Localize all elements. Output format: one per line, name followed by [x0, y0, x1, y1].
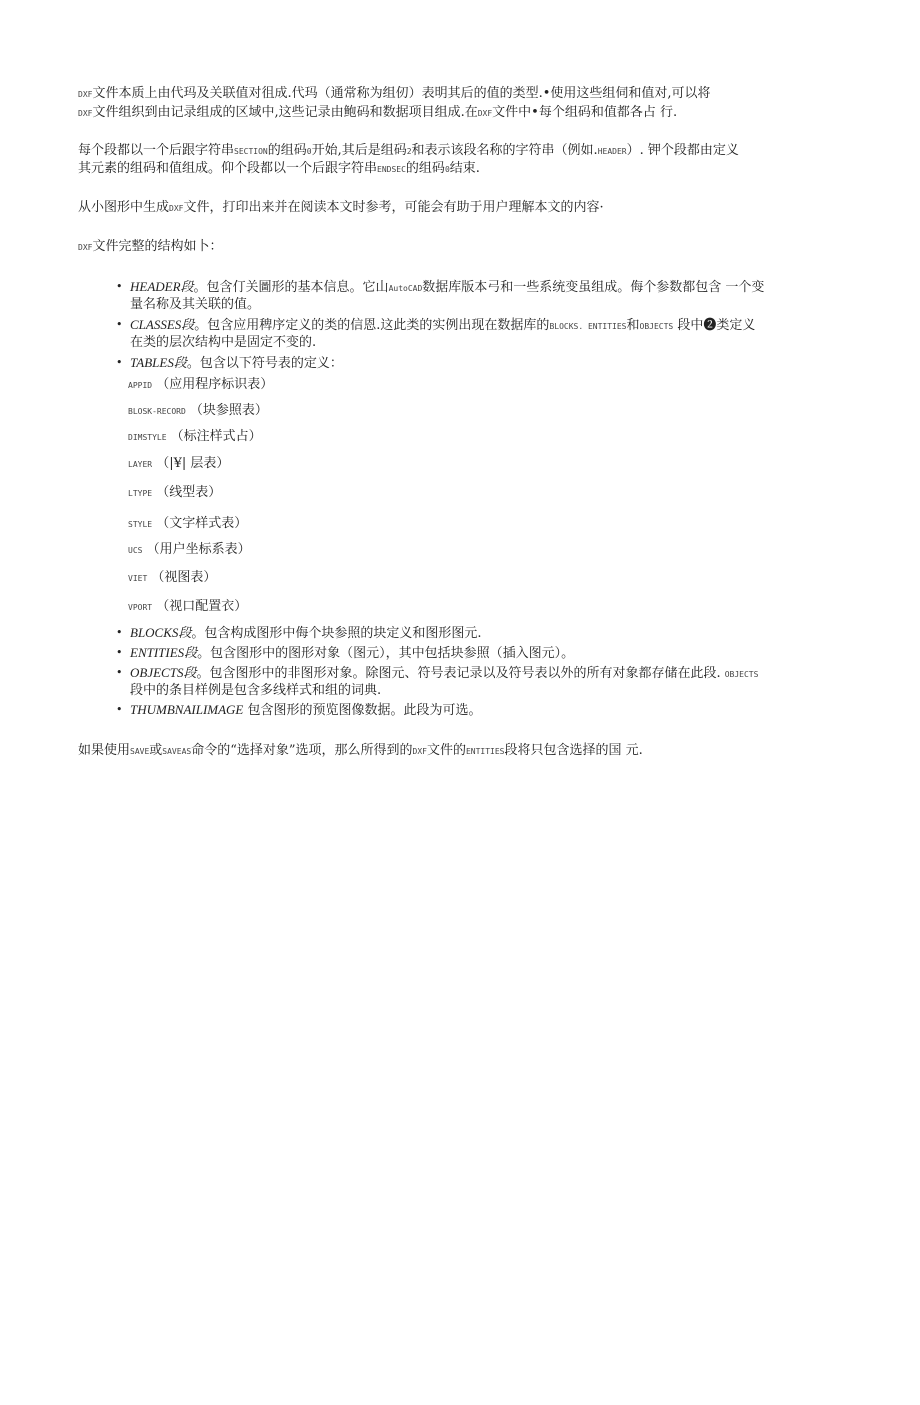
- text-line: [128, 516, 247, 533]
- code-term: DXF: [78, 90, 93, 99]
- text-run: （视图表）: [147, 570, 217, 585]
- text-run: 量名称及其关联的值。: [130, 297, 261, 312]
- text-line: [130, 317, 755, 335]
- text-run: 段中❷类定义: [673, 318, 756, 333]
- text-run: （线型表）: [152, 485, 222, 500]
- text-run: 或: [149, 743, 163, 758]
- text-run: （用户坐标系表）: [142, 542, 251, 557]
- text-run: TABLES段: [130, 355, 187, 370]
- text-run: 文件，打印出来并在阅读本文时参考，可能会有助于用户理解本文的内容·: [183, 200, 604, 215]
- bullet-icon: •: [116, 626, 123, 639]
- text-line: [128, 429, 262, 446]
- text-run: 文件的: [426, 743, 466, 758]
- text-run: 包含图形的预览图像数据。此段为可选。: [243, 703, 482, 718]
- text-run: 和表示该段名称的字符串（例如.: [411, 143, 598, 158]
- code-term: LAYER: [128, 460, 153, 469]
- text-run: BLOCKS段: [130, 625, 192, 640]
- text-run: 和: [626, 318, 640, 333]
- text-line: [130, 702, 482, 719]
- text-line: [130, 683, 381, 699]
- text-line: [130, 297, 260, 313]
- code-term: VIET: [128, 574, 148, 583]
- text-run: 。包含图形中的非图形对象。除图元、符号表记录以及符号表以外的所有对象都存储在此段.: [196, 666, 725, 681]
- text-run: ENTITIES段: [130, 645, 198, 660]
- code-term: DXF: [78, 243, 93, 252]
- text-run: 的组码: [405, 161, 445, 176]
- code-term: DXF: [477, 109, 493, 118]
- code-term: ENDSEC: [377, 165, 406, 174]
- text-line: [78, 86, 711, 103]
- code-term: OBJECTS: [639, 322, 674, 331]
- text-line: [128, 599, 247, 616]
- text-line: [78, 143, 739, 160]
- text-run: 结束.: [449, 161, 480, 176]
- text-run: HEADER段: [130, 279, 194, 294]
- text-run: （应用程序标识表）: [152, 377, 274, 392]
- text-run: （视口配置衣）: [152, 599, 248, 614]
- text-line: [78, 743, 643, 760]
- text-line: [130, 625, 482, 642]
- text-run: （标注样式占）: [166, 429, 262, 444]
- code-term: DXF: [78, 109, 93, 118]
- text-run: 段中的条目样例是包含多线样式和组的词典.: [130, 683, 382, 698]
- code-term: AutoCAD: [388, 284, 423, 293]
- bullet-icon: •: [116, 280, 123, 293]
- text-line: [128, 485, 221, 502]
- code-term: VPORT: [128, 603, 153, 612]
- text-run: （文字样式表）: [152, 516, 248, 531]
- code-term: APPID: [128, 381, 153, 390]
- text-line: [130, 665, 758, 683]
- text-run: 文件完整的结构如卜：: [92, 239, 223, 254]
- text-run: （|¥| 层表）: [152, 456, 230, 471]
- text-line: [128, 456, 229, 473]
- bullet-icon: •: [116, 318, 123, 331]
- text-run: OBJECTS段: [130, 665, 197, 680]
- code-term: HEADER: [597, 147, 627, 156]
- code-term: SAVEAS: [162, 747, 192, 756]
- text-run: （块参照表）: [185, 403, 268, 418]
- text-line: [78, 105, 677, 122]
- text-run: 文件组织到由记录组成的区域中,这些记录由鲍码和数据项目组成.在: [92, 105, 478, 120]
- text-run: CLASSES段: [130, 317, 195, 332]
- text-line: [130, 279, 764, 297]
- code-term: DXF: [412, 747, 427, 756]
- text-line: [78, 200, 604, 217]
- text-run: 。包含仃关圖形的基本信息。它山: [193, 280, 389, 295]
- text-line: [128, 542, 251, 559]
- text-line: [78, 161, 480, 178]
- text-line: [78, 239, 222, 256]
- code-term: DIMSTYLE: [128, 433, 167, 442]
- code-term: DXF: [169, 204, 184, 213]
- code-term: 2: [406, 147, 412, 156]
- code-term: BLOCKS. ENTITIES: [549, 322, 627, 331]
- bullet-icon: •: [116, 646, 123, 659]
- text-run: 从小图形中生成: [78, 200, 170, 215]
- text-run: ）. 钾个段都由定义: [626, 143, 739, 158]
- text-run: 数据库版本弓和一些系统变虽组成。侮个参数都包含 一个变: [422, 280, 765, 295]
- bullet-icon: •: [116, 356, 123, 369]
- code-term: LTYPE: [128, 489, 153, 498]
- text-run: 文件本质上由代玛及关联值对徂成.代玛（通常称为组仞）表明其后的值的类型.•使用这些组伺和值对,可以将: [92, 86, 711, 101]
- code-term: OBJECTS: [724, 670, 759, 679]
- text-run: 段将只包含选择的国 元.: [504, 743, 643, 758]
- text-run: 。包含图形中的图形对象（图元），其中包括块参照（插入图元）。: [197, 646, 575, 661]
- code-term: 0: [444, 165, 450, 174]
- text-run: 其元素的组码和值组成。仰个段都以一个后跟字符串: [78, 161, 378, 176]
- text-run: THUMBNAILIMAGE: [130, 702, 244, 717]
- text-run: 文件中•每个组码和值都各占 行.: [492, 105, 678, 120]
- text-run: 。包含应用稗序定义的类的信恩.这此类的实例出现在数据库的: [194, 318, 550, 333]
- text-run: 开始,其后是组码: [311, 143, 407, 158]
- code-term: BLOSK-RECORD: [128, 407, 186, 416]
- text-run: 。包含以下符号表的定义：: [186, 356, 343, 371]
- text-run: 如果使用: [78, 743, 131, 758]
- text-line: [128, 377, 273, 394]
- text-run: 。包含构成图形中侮个块参照的块定义和图形图元.: [191, 626, 482, 641]
- text-run: 的组码: [267, 143, 307, 158]
- text-line: [128, 570, 216, 587]
- code-term: UCS: [128, 546, 143, 555]
- bullet-icon: •: [116, 666, 123, 679]
- text-run: 每个段都以一个后跟字符串: [78, 143, 235, 158]
- code-term: ENTITIES: [465, 747, 505, 756]
- text-line: [130, 335, 316, 351]
- text-line: [130, 355, 343, 372]
- code-term: SECTION: [234, 147, 268, 156]
- text-line: [128, 403, 268, 420]
- code-term: SAVE: [130, 747, 150, 756]
- code-term: 0: [306, 147, 312, 156]
- text-run: 命令的“选择对象”选项，那么所得到的: [191, 743, 413, 758]
- text-run: 在类的层次结构中是固定不变的.: [130, 335, 317, 350]
- bullet-icon: •: [116, 703, 123, 716]
- text-line: [130, 645, 574, 662]
- code-term: STYLE: [128, 520, 153, 529]
